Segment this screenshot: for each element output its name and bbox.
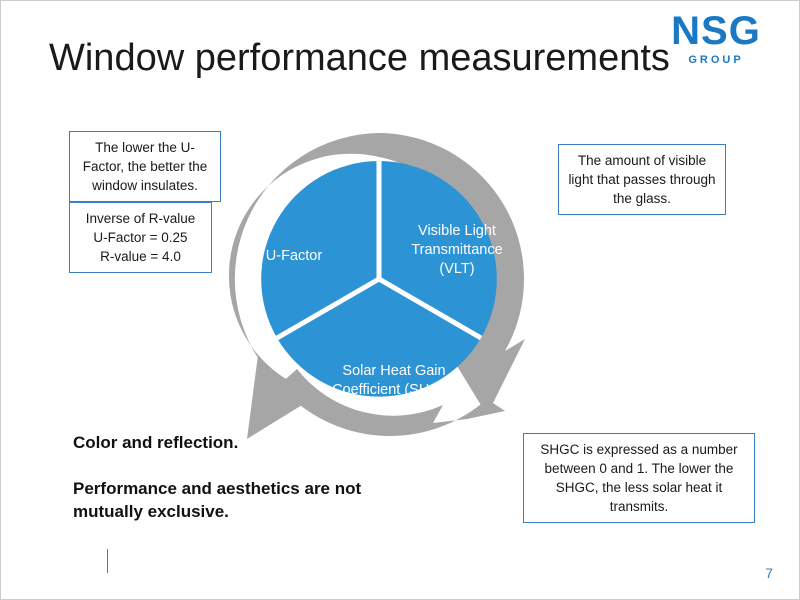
cycle-diagram (219, 119, 539, 439)
segment-label-u-factor: U-Factor (265, 248, 323, 264)
callout-r-value-line-2: U-Factor = 0.25 (93, 230, 188, 245)
callout-u-factor-note: The lower the U-Factor, the better the window insulates. (69, 131, 221, 202)
page-number: 7 (765, 565, 773, 581)
logo-letters: NSG (671, 9, 761, 53)
footer-divider (107, 549, 108, 573)
nsg-logo (661, 9, 771, 66)
callout-r-value-line-3: R-value = 4.0 (100, 249, 181, 264)
segment-label-vlt: Visible Light Transmittance (VLT) (411, 223, 503, 277)
cycle-diagram-svg (219, 119, 539, 439)
callout-shgc-note: SHGC is expressed as a number between 0 and 1. The lower the SHGC, the less solar heat it transmits. (523, 433, 755, 523)
callout-vlt-note: The amount of visible light that passes through the glass. (558, 144, 726, 215)
callout-r-value (69, 202, 212, 273)
bottom-line-2: Performance and aesthetics are not mutually exclusive. (73, 479, 362, 521)
segment-label-shgc: Solar Heat Gain Coefficient (SHGC) (332, 363, 456, 398)
bottom-line-1: Color and reflection. (73, 433, 239, 452)
page-title: Window performance measurements (49, 37, 670, 79)
callout-r-value-line-1: Inverse of R-value (85, 211, 196, 226)
logo-subtitle: GROUP (688, 54, 744, 66)
